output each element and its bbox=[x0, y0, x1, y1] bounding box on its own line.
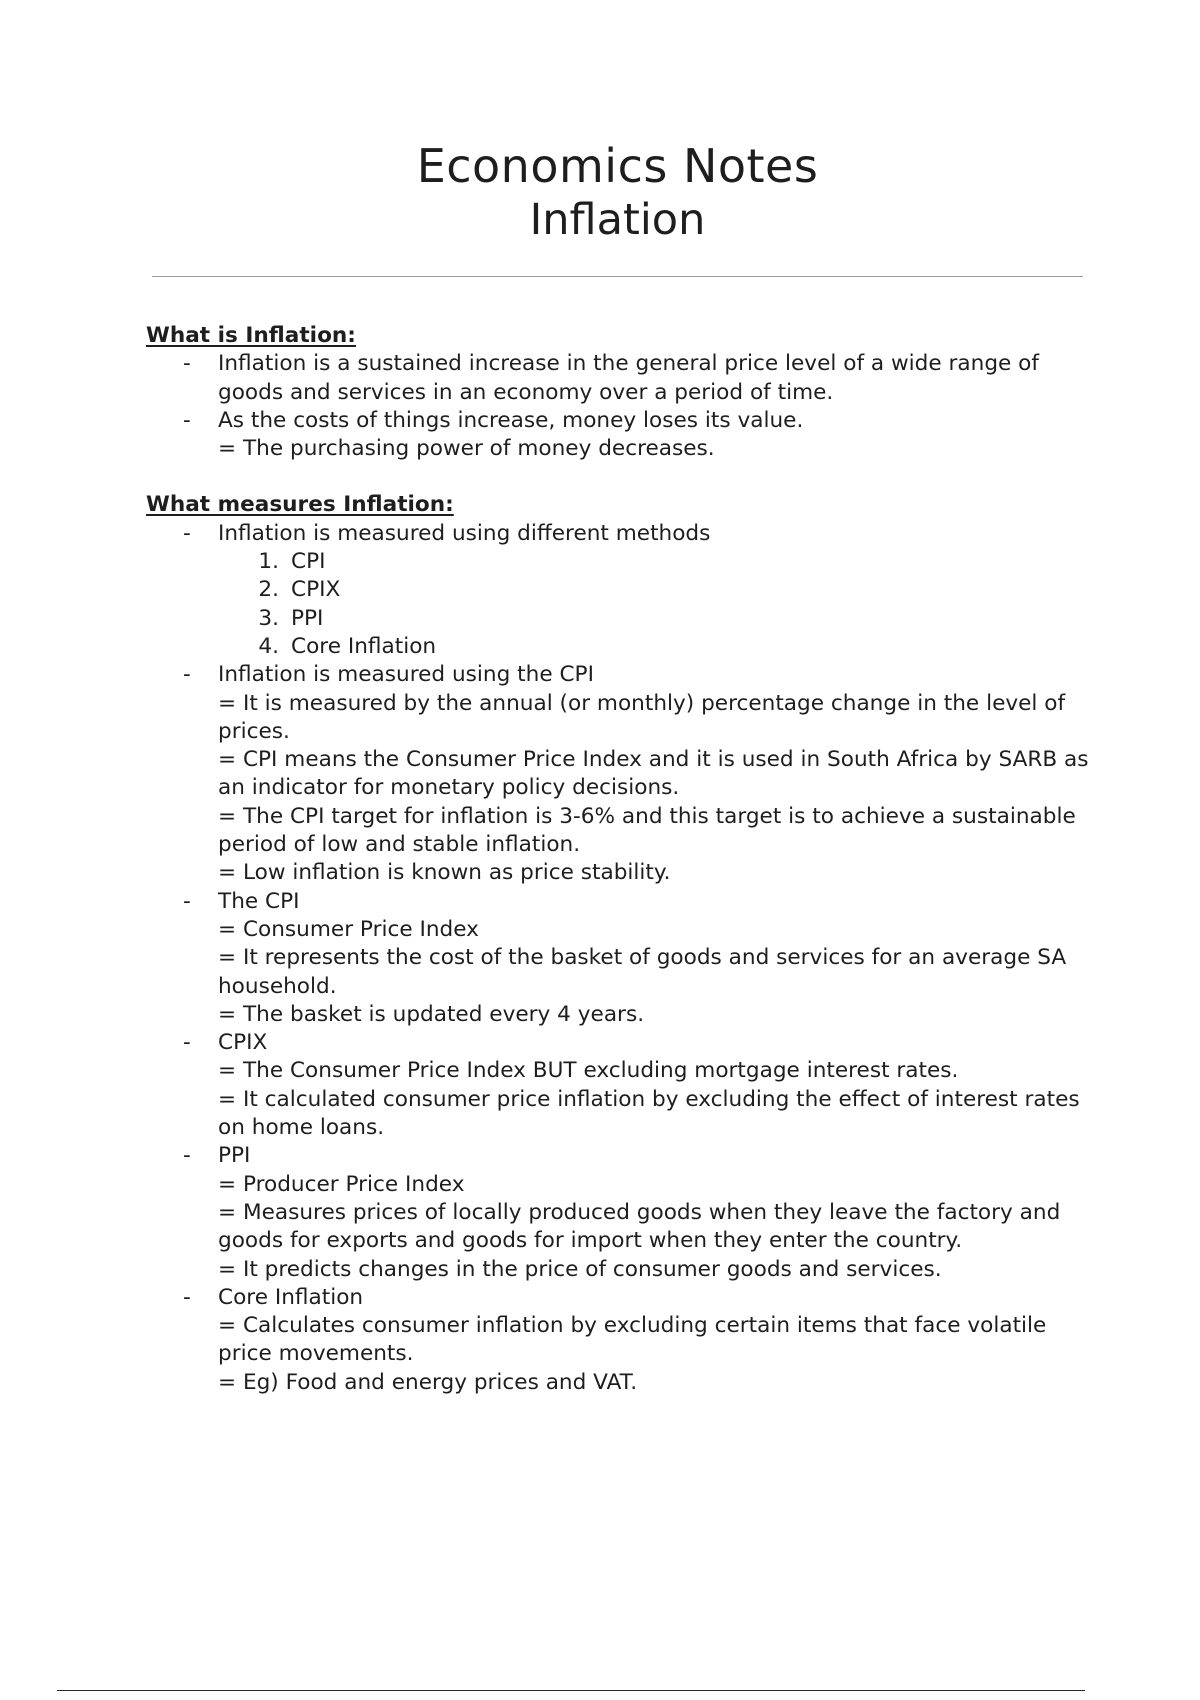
numbered-item: 3. PPI bbox=[258, 605, 324, 631]
bullet-detail: = The CPI target for inflation is 3-6% and this target is to achieve a sustainable period of low and stable inflation. bbox=[218, 803, 1076, 858]
bullet-detail: = Consumer Price Index bbox=[218, 916, 479, 942]
list-item bbox=[146, 888, 1101, 1029]
bullet-detail: = Producer Price Index bbox=[218, 1171, 465, 1197]
list-item bbox=[146, 407, 1101, 464]
bullet-detail: = It is measured by the annual (or monthly) percentage change in the level of prices. bbox=[218, 690, 1066, 744]
notes-body bbox=[146, 322, 1101, 1425]
bullet-detail: = It represents the cost of the basket of goods and services for an average SA household. bbox=[218, 945, 1067, 999]
list-item bbox=[146, 1142, 1101, 1283]
numbered-item: 1. CPI bbox=[258, 549, 326, 575]
document-header bbox=[0, 138, 1200, 248]
numbered-item: 4. Core Inflation bbox=[258, 633, 437, 659]
bullet-text: Inflation is a sustained increase in the general price level of a wide range of goods and services in an economy over a period of time. bbox=[218, 351, 1039, 405]
list-item bbox=[146, 1284, 1101, 1397]
bullet-detail: = The Consumer Price Index BUT excluding mortgage interest rates. bbox=[218, 1058, 959, 1084]
section-heading: What is Inflation: bbox=[146, 323, 356, 348]
section-heading: What measures Inflation: bbox=[146, 492, 454, 518]
section-what-is-inflation bbox=[146, 322, 1101, 463]
dash-bullet-icon: - bbox=[183, 1030, 191, 1056]
dash-bullet-icon: - bbox=[183, 1143, 191, 1169]
dash-bullet-icon: - bbox=[183, 351, 191, 377]
bullet-detail: = It calculated consumer price inflation by excluding the effect of interest rates on home loans. bbox=[218, 1086, 1080, 1141]
list-item bbox=[146, 350, 1101, 407]
list-item bbox=[146, 1029, 1101, 1142]
dash-bullet-icon: - bbox=[183, 407, 191, 433]
bullet-detail: = The basket is updated every 4 years. bbox=[218, 1001, 645, 1027]
page-title: Economics Notes bbox=[416, 139, 819, 193]
bullet-text: PPI bbox=[218, 1143, 251, 1169]
bullet-detail: = Measures prices of locally produced goods when they leave the factory and goods for exports and goods for import when they enter the country. bbox=[218, 1199, 1061, 1254]
bullet-detail: = Calculates consumer inflation by excluding certain items that face volatile price movements. bbox=[218, 1313, 1047, 1367]
header-divider bbox=[152, 276, 1083, 277]
bullet-text: CPIX bbox=[218, 1030, 268, 1056]
page-subtitle: Inflation bbox=[529, 195, 706, 245]
bullet-text: The CPI bbox=[218, 888, 300, 914]
bullet-text: Inflation is measured using different methods bbox=[218, 520, 711, 546]
bullet-text: Core Inflation bbox=[218, 1284, 364, 1310]
numbered-list bbox=[218, 548, 1101, 661]
bullet-detail: = The purchasing power of money decreases. bbox=[218, 436, 715, 462]
numbered-item: 2. CPIX bbox=[258, 577, 341, 603]
bullet-text: Inflation is measured using the CPI bbox=[218, 662, 594, 688]
dash-bullet-icon: - bbox=[183, 1284, 191, 1310]
bullet-text: As the costs of things increase, money loses its value. bbox=[218, 407, 804, 433]
bullet-detail: = Eg) Food and energy prices and VAT. bbox=[218, 1369, 638, 1395]
list-item bbox=[146, 661, 1101, 887]
footer-divider bbox=[57, 1690, 1085, 1691]
dash-bullet-icon: - bbox=[183, 888, 191, 914]
dash-bullet-icon: - bbox=[183, 662, 191, 688]
section-what-measures-inflation bbox=[146, 491, 1101, 1397]
bullet-detail: = CPI means the Consumer Price Index and it is used in South Africa by SARB as an indicator for monetary policy decisions. bbox=[218, 747, 1089, 801]
list-item bbox=[146, 520, 1101, 661]
dash-bullet-icon: - bbox=[183, 520, 191, 546]
bullet-detail: = It predicts changes in the price of consumer goods and services. bbox=[218, 1256, 942, 1282]
bullet-detail: = Low inflation is known as price stability. bbox=[218, 860, 671, 886]
